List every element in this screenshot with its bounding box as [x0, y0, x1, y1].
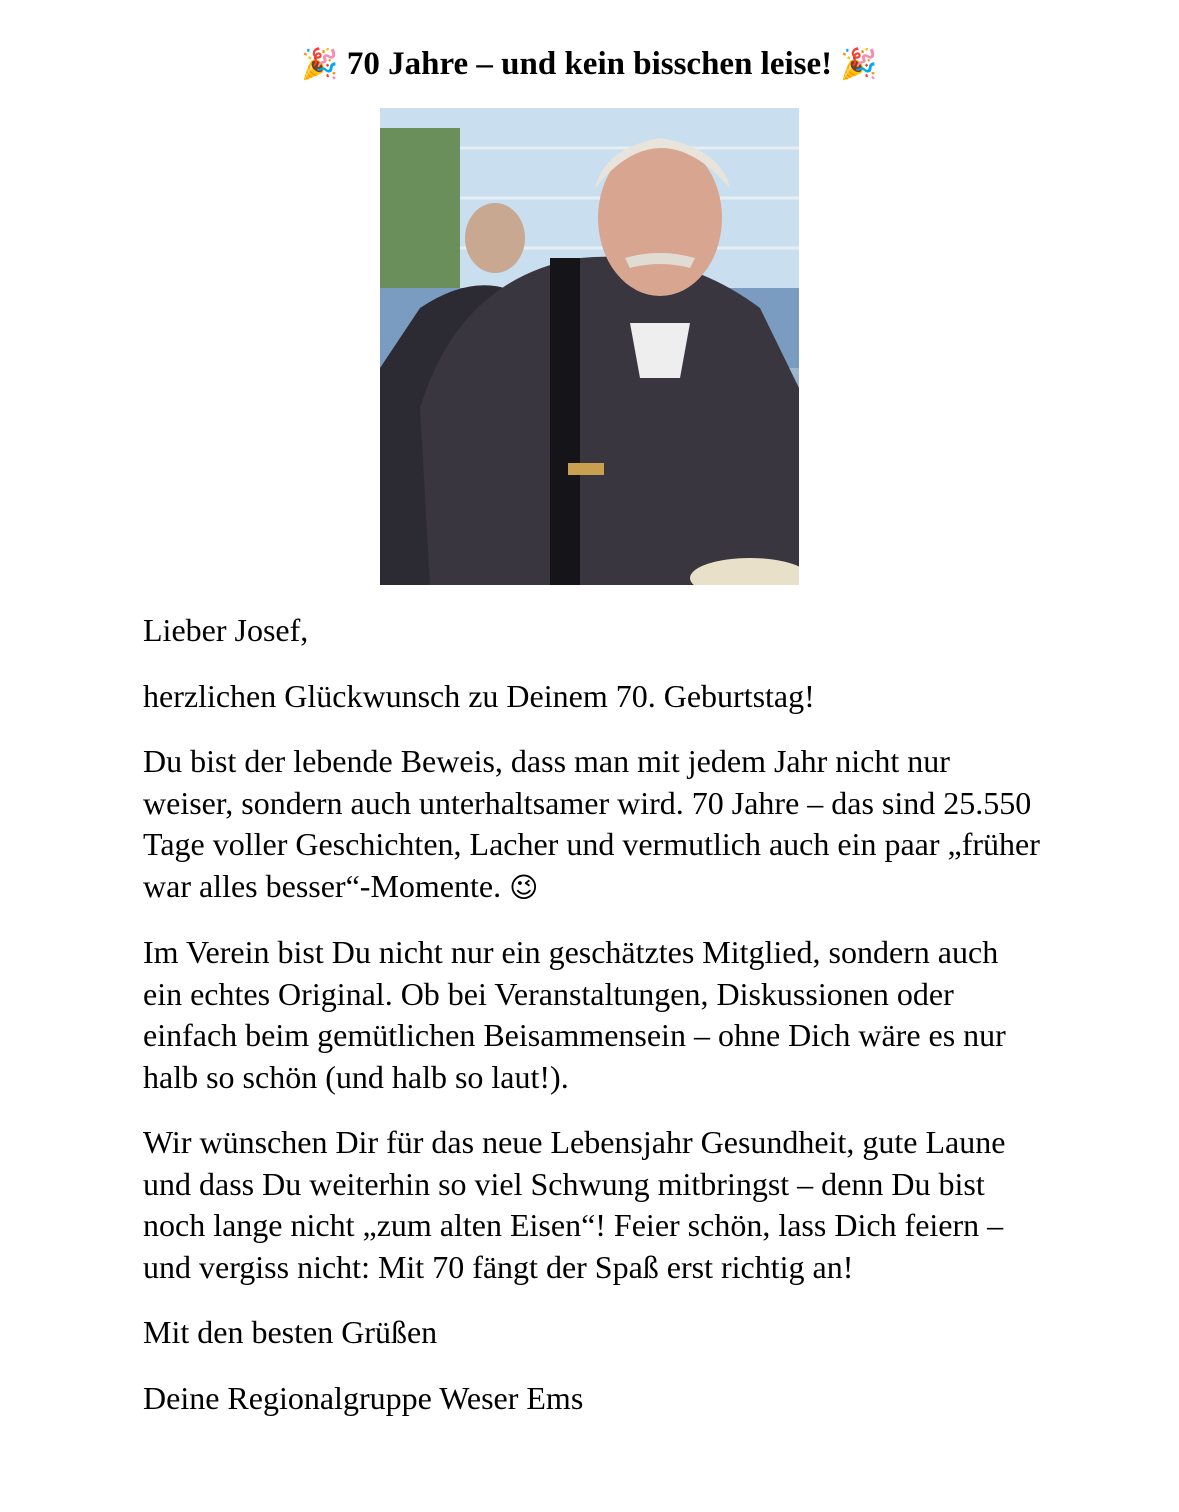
signature: Deine Regionalgruppe Weser Ems [143, 1379, 584, 1416]
paragraph-proof-text: Du bist der lebende Beweis, dass man mit jedem Jahr nicht nur weiser, sondern auch unterhaltsamer wird. 70 Jahre – das sind 25.550 Tage voller Geschichten, Lacher und vermutlich auch ein paar „früher war alles besser“-Momente. [143, 743, 1040, 904]
party-popper-icon: 🎉 [840, 47, 878, 82]
portrait-photo [380, 108, 799, 585]
paragraph-proof [143, 741, 1043, 908]
party-popper-icon: 🎉 [301, 47, 339, 82]
closing: Mit den besten Grüßen [143, 1314, 438, 1350]
portrait-photo-illustration [380, 108, 799, 585]
winking-face-icon: 😉 [509, 870, 539, 904]
salutation: Lieber Josef, [143, 612, 309, 648]
paragraph-wishes: Wir wünschen Dir für das neue Lebensjahr Gesundheit, gute Laune und dass Du weiterhin so viel Schwung mitbringst – denn Du bist noch lange nicht „zum alten Eisen“! Feier schön, lass Dich feiern – und vergiss nicht: Mit 70 fängt der Spaß erst richtig an! [143, 1124, 1006, 1285]
page-title [0, 40, 1179, 89]
paragraph-club: Im Verein bist Du nicht nur ein geschätztes Mitglied, sondern auch ein echtes Original. Ob bei Veranstaltungen, Diskussionen oder einfach beim gemütlichen Beisammensein – ohne Dich wäre es nur halb so schön (und halb so laut!). [143, 934, 1006, 1095]
title-text: 70 Jahre – und kein bisschen leise! [346, 46, 833, 82]
letter-body [143, 610, 1043, 1443]
paragraph-congratulations: herzlichen Glückwunsch zu Deinem 70. Geburtstag! [143, 677, 815, 714]
